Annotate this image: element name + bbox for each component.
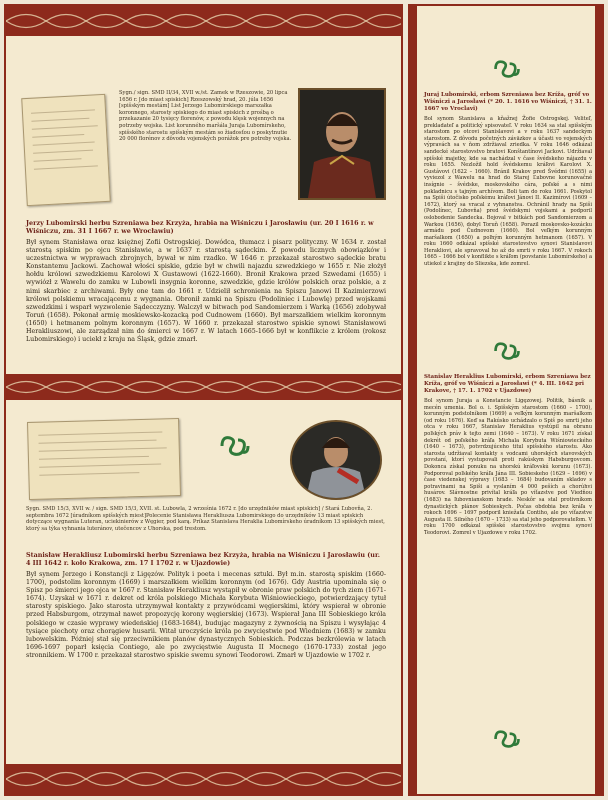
portrait-stanislaw-herakliusz <box>290 420 382 500</box>
stanislav-biography-text-sk: Bol synom Juraja a Konstancie Ligęzowej. Politik, básnik a mecén umenia. Bol o. i. Spišským starostom (1660 – 1700), korunným podstolníkom (1669) a veľkým korunným maršalkom (od roku 1676). Keď sa Rakúsko uchádzalo o Spiš po smrti jeho otca v roku 1667, Stanislav Heraklius vystúpil na obranu poľských práv k tejto zemi (1640 – 1673). V roku 1671 získal dekrét od poľského kráľa Michala Korybuta Wiśniowieckého (1640 – 1673), potvrdzujúceho titul spišského starostu. Ako starosta udržiaval kontakty s vodcami uhorských stavovských povstaní, ktorí vystupovali proti rakúskym Habsburgovcom. Dokonca získal ponuku na uhorskú kráľovskú korunu (1673). Podporoval poľského kráľa Jána III. Sobieskeho (1629 – 1696) v čase viedenskej výpravy (1683 – 1684) budovaním skladov s potravinami na Spiši a vyslaním 4 000 peších a chorúhvi husárov. Slávnostne privítal kráľa po víťazstve pod Viedňou (1683) na ľubovnianskom hrade. Neskôr sa stal protivníkom dynastických plánov Sobieskych. Počas obdobia bez kráľa v rokoch 1696 – 1697 podporil kniežaťa Contiho, ale po víťazstve Augusta II. Silného (1670 – 1733) sa stal jeho podporovateľom. V roku 1700 odkázal spišské starostovstvo svojmu synovi Teodorovi. Zomrel v Ujazdowe v roku 1702. <box>424 398 593 536</box>
decorative-ornament-icon <box>492 340 522 366</box>
decorative-ornament-icon <box>492 728 522 754</box>
decorative-ornament-icon <box>492 58 522 84</box>
stanislaw-biography-text: Był synem Jerzego i Konstancji z Ligęzów. Polityk i poeta i mecenas sztuki. Był m.in. starostą spiskim (1660-1700), podstolim koronnym (1669) i marszałkiem wielkim koronnym (od 1676). Gdy Austria upominała się o Spisz po śmierci jego ojca w 1667 r. Stanisław Herakliusz wystąpił w obronie praw polskich do tych ziem (1671-1674). Uzyskał w 1671 r. dekret od króla polskiego Michała Korybuta Wiśniowieckiego, potwierdzający tytuł starosty spiskiego. Jako starosta utrzymywał kontakty z przywódcami węgierskimi, który wspierał w obronie przed Habsburgom, otrzymał nawet propozycję korony węgierskiej (1673). Wspierał Jana III Sobieskiego króla polskiego w czasie wyprawy wiedeńskiej (1683-1684), budując magazyny z żywnością na Spiszu i wysyłając 4 tysiące piechoty oraz chorągiew husarii. Witał uroczyście króla po zwycięstwie pod Wiedniem (1683) w zamku lubowelskim. Później stał się przeciwnikiem planów dynastycznych Sobieskich. Podczas bezkrólewia w latach 1696-1697 poparł księcia Contiego, ale po zwycięstwie Augusta II Mocnego (1670-1733) został jego stronnikiem. W 1700 r. przekazał starostwo spiskie swemu synowi Teodorowi. Zmarł w Ujazdowie w 1702 r. <box>26 571 386 659</box>
archival-document-image-1 <box>21 94 111 206</box>
stanislav-heading-sk: Stanislav Heraklius Lubomírski, erbom Szreniawa bez Kríža, gróf vo Wiśniczi a Jarosławi (* 4. III. 1642 pri Krakove, † 17. 1. 1702 v Ujazdowe) <box>424 374 591 394</box>
juraj-heading-sk: Juraj Lubomírski, erbom Szreniawa bez Kríža, gróf vo Wiśniczi a Jarosławi (* 20. 1. 1616 vo Wiśniczi, † 31. 1. 1667 vo Vroclavi) <box>424 92 592 112</box>
document-1-caption: Sygn./ sign. SMD II/34, XVII w./st. Zamek w Rzeszowie, 20 lipca 1656 r. [do miast spiskich] Rzeszowský hrad, 20. júla 1656 [spišským mestám] List Jerzego Lubomirskiego marszałka koronnego, starosty spiskiego do miast spiskich z prośbą o przekazanie 20 tysięcy florenów, z powodu klęsk wojennych na potrzeby wojska. List korunného maršála Juraja Lubomírskeho, spišského starostu spišským mestám so žiadosťou o poskytnutie 20 000 florénov z dôvodu vojenských porážok pre potreby vojska. <box>119 90 292 143</box>
right-panel-left-border <box>410 6 417 794</box>
left-panel <box>4 4 403 796</box>
right-panel <box>408 4 604 796</box>
jerzy-biography-text: Był synem Stanisława oraz księżnej Zofii Ostrogskiej. Dowódca, tłumacz i pisarz polityczny. W 1634 r. został starostą spiskim po ojcu Stanisławie, a w 1637 r. starostą sądeckim. Z powodu licznych obowiązków i uczestnictwa w wyprawach zbrojnych, bywał w nim rzadko. W 1646 r. przekazał starostwo sądeckie bratu Konstantemu Jackowi. Zachował włości spiskie, gdzie był w chwili najazdu szwedzkiego w 1655 r. Nie złożył hołdu królowi szwedzkiemu Karolowi X Gustawowi (1622-1660). Bronił Krakowa przed Szwedami (1655) i wywiózł z Wawelu do zamku w Lubowli insygnia koronne, szwedzkie, gdzie królów polskich oraz polskie, a z nimi skarbiec z archiwami. Były one tam do 1661 r. Udzielił schronienia na Spiszu Janowi II Kazimierzowi królowi polskiemu wracającemu z wygnania. Obronił zamki na Spiszu (Podoliniec i Lubowlę) przed wojskami szwedzkimi i wsparł wyzwolenie Sądecczyzny. Walczył w bitwach pod Sandomierzem i Warką (1656) zdobywał Toruń (1658). Pokonał armię moskiewsko-kozacką pod Cudnowem (1660). Był marszałkiem wielkim koronnym (1650) i hetmanem polnym koronnym (1657). W 1660 r. przekazał starostwo spiskie synowi Stanisławowi Herakliuszowi, ale zarządzał nim do śmierci w 1667 r. W latach 1665-1666 był w konflikcie z królem (rokosz Lubomirskiego) i uciekł z kraju na Śląsk, gdzie zmarł. <box>26 239 386 344</box>
jerzy-heading: Jerzy Lubomirski herbu Szreniawa bez Krzyża, hrabia na Wiśniczu i Jarosławiu (ur. 20 I 1616 r. w Wiśniczu, zm. 31 I 1667 r. we Wrocławiu) <box>26 219 374 235</box>
portrait-jerzy-lubomirski <box>298 88 386 200</box>
middle-border-ornament <box>6 374 401 400</box>
top-border-ornament <box>6 6 401 36</box>
stanislaw-heading: Stanisław Herakliusz Lubomirski herbu Szreniawa bez Krzyża, hrabia na Wiśniczu i Jarosławiu (ur. 4 III 1642 r. koło Krakowa, zm. 17 I 1702 r. w Ujazdowie) <box>26 551 380 567</box>
right-panel-right-border <box>595 6 602 794</box>
document-2-caption: Sygn. SMD 15/3, XVII w. / sign. SMD 15/3, XVII. st. Lubowla, 2 września 1672 r. [do urzędników miast spiskich] / Stará Ľubovňa, 2. septembra 1672 [úradníkom spišských miest]Polecenie Stanisława Herakliusza Lubomirskiego do urzędników 13 miast spiskich dotyczące wygnania Luteran, uciekinierów z Węgier, pod karą. Príkaz Stanislava Heraklia Lubomírskeho úradníkom 13 spišských miest, ktorý sa týka vyhnania luteránov, utečencov z Uhorska, pod trestom. <box>26 506 385 532</box>
archival-document-image-2 <box>27 418 181 500</box>
bottom-border-ornament <box>6 764 401 794</box>
juraj-biography-text-sk: Bol synom Stanislava a kňažnej Žofie Ostrogskej. Veliteľ, prekladateľ a politický spisovateľ. V roku 1634 sa stal spišským starostom po otcovi Stanislavovi a v roku 1637 sandeckým starostom. Z dôvodu početných záväzkov a účasti vo vojenských výpravách sa v ňom zdržiaval zriedka. V roku 1646 odkázal sandecké starostovstvo bratovi Konštantínovi Jackovi. Udržiaval spišské majetky, kde sa nachádzal v čase švédskeho nájazdu v roku 1655. Nezložil hold švédskemu kráľovi Karolovi X. Gustávovi (1622 – 1660). Bránil Krakov pred Švédmi (1655) a vyviezol z Wawelu na hrad do Starej Ľubovne korunovačné insígnie – švédske, moskovského cára, poľské a s nimi pokladnicu s tajným archívom. Boli tam do roku 1661. Poskytol na Spiši útočisko poľskému kráľovi Jánovi II. Kazimírovi (1609 – 1672), ktorý sa vracal z vyhnanstva. Ochránil hrady na Spiši (Podolínec, Ľubovňa) pred švédskymi vojskami a podporil oslobodenie Sandecka. Bojoval v bitkách pod Sandomierzom a Warkou (1656), dobyl Toruň (1658). Porazil moskovsko-kozácku armádu pod Čudnovom (1660). Bol veľkým korunným maršalkom (1650) a poľným korunným hetmanom (1657). V roku 1660 odkázal spišské starostovstvo synovi Stanislavovi Herakliovi, ale spravoval ho až do smrti v roku 1667. V rokoch 1665 – 1666 bol v konflikte s kráľom (povstanie Lubomírskeho) a utiekol z krajiny do Sliezska, kde zomrel. <box>424 116 592 268</box>
decorative-ornament-icon <box>218 434 252 462</box>
